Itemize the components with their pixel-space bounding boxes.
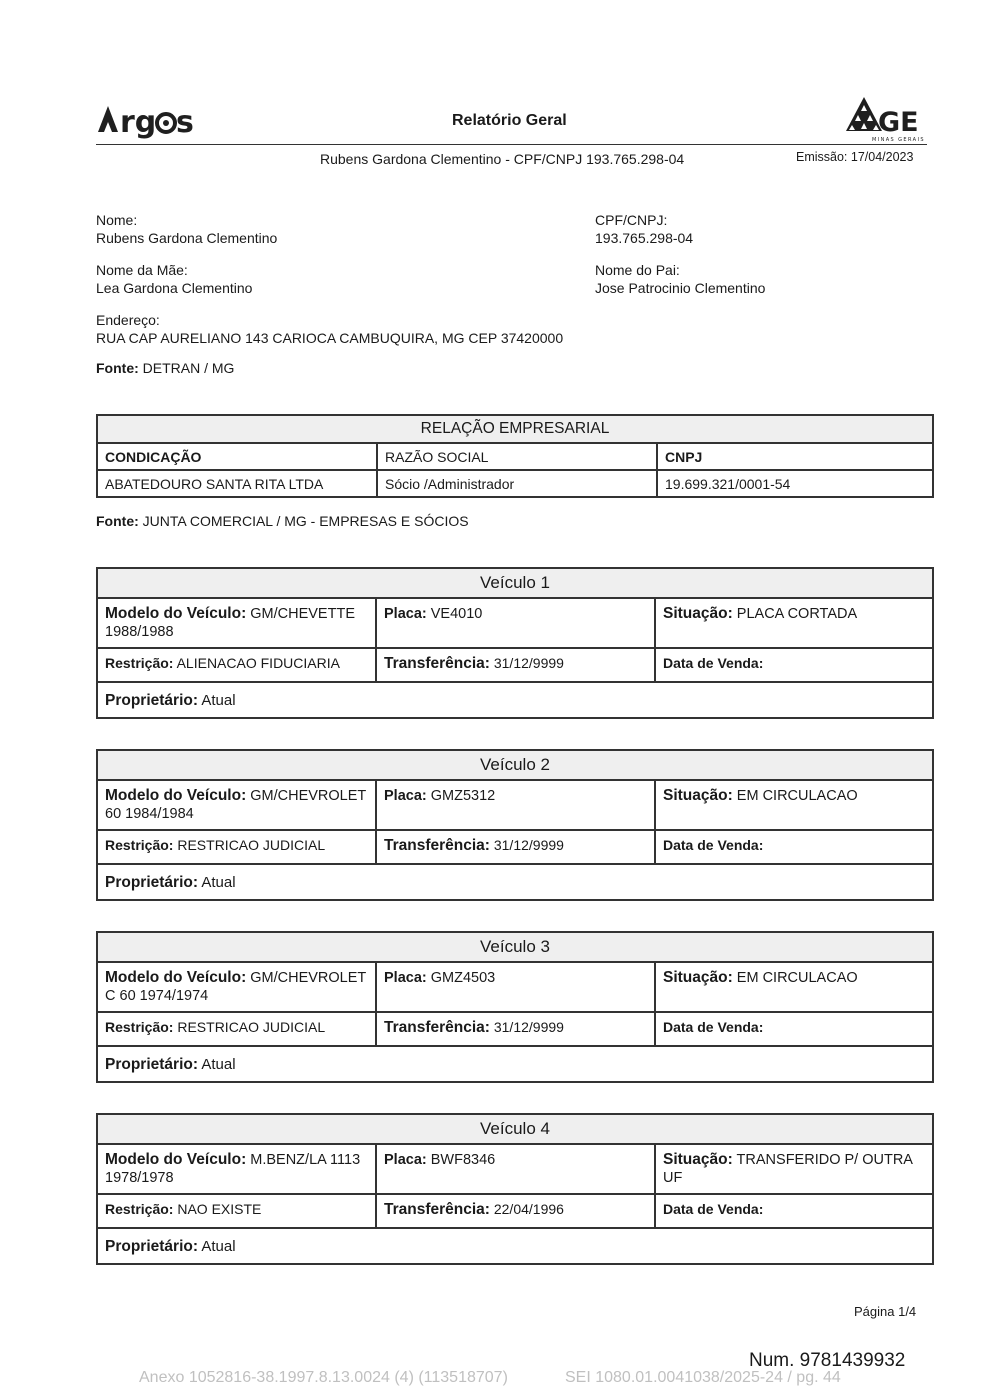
cpf-label: CPF/CNPJ:	[595, 212, 668, 228]
svg-text:GE: GE	[878, 107, 919, 138]
vehicle-sale-date: Data de Venda:	[663, 1019, 764, 1035]
father-value: Jose Patrocinio Clementino	[595, 280, 766, 296]
vehicle-status: Situação: TRANSFERIDO P/ OUTRA UF	[663, 1151, 913, 1186]
vehicle-plate: Placa: GMZ4503	[377, 963, 656, 1011]
vehicle-title: Veículo 1	[98, 569, 932, 599]
source-value: DETRAN / MG	[142, 360, 235, 376]
cpf-value: 193.765.298-04	[595, 230, 694, 246]
vehicle-restriction: Restrição: NAO EXISTE	[98, 1195, 377, 1227]
header-company-name: RAZÃO SOCIAL	[377, 443, 657, 470]
name-label: Nome:	[96, 212, 138, 228]
svg-text:s: s	[176, 105, 194, 140]
vehicle-sale-date: Data de Venda:	[663, 837, 764, 853]
report-title: Relatório Geral	[452, 112, 567, 129]
vehicle-status: Situação: PLACA CORTADA	[663, 605, 858, 622]
vehicle-restriction: Restrição: RESTRICAO JUDICIAL	[98, 1013, 377, 1045]
vehicle-card-4	[96, 1113, 934, 1265]
relation-title: RELAÇÃO EMPRESARIAL	[97, 415, 933, 443]
sei-watermark: SEI 1080.01.0041038/2025-24 / pg. 44	[565, 1369, 841, 1386]
svg-text:rg: rg	[120, 105, 157, 140]
document-number: Num. 9781439932	[749, 1350, 906, 1371]
vehicle-plate: Placa: VE4010	[377, 599, 656, 647]
business-relation-table	[96, 414, 934, 498]
cell-condition: ABATEDOURO SANTA RITA LTDA	[97, 470, 377, 497]
vehicle-card-3	[96, 931, 934, 1083]
table-row	[97, 470, 933, 497]
address-label: Endereço:	[96, 312, 160, 328]
vehicle-plate: Placa: GMZ5312	[377, 781, 656, 829]
header-condition: CONDICAÇÃO	[97, 443, 377, 470]
vehicle-owner: Proprietário: Atual	[105, 874, 236, 891]
argos-logo	[96, 100, 206, 142]
header-cnpj: CNPJ	[657, 443, 933, 470]
vehicle-transfer: Transferência: 22/04/1996	[377, 1195, 656, 1227]
vehicle-sale-date: Data de Venda:	[663, 1201, 764, 1217]
subject-line: Rubens Gardona Clementino - CPF/CNPJ 193.765.298-04	[320, 151, 685, 167]
vehicle-transfer: Transferência: 31/12/9999	[377, 649, 656, 681]
cell-cnpj: 19.699.321/0001-54	[657, 470, 933, 497]
vehicle-card-1	[96, 567, 934, 719]
vehicle-model: Modelo do Veículo: GM/CHEVROLET C 60 1974/1974	[98, 963, 377, 1011]
vehicle-model: Modelo do Veículo: GM/CHEVETTE 1988/1988	[98, 599, 377, 647]
name-value: Rubens Gardona Clementino	[96, 230, 278, 246]
vehicle-model: Modelo do Veículo: M.BENZ/LA 1113 1978/1978	[98, 1145, 377, 1193]
relation-source	[96, 512, 469, 530]
age-logo	[842, 95, 924, 143]
person-source	[96, 359, 234, 377]
vehicle-status: Situação: EM CIRCULACAO	[663, 969, 858, 986]
source-label: Fonte:	[96, 513, 139, 529]
vehicle-title: Veículo 3	[98, 933, 932, 963]
vehicle-plate: Placa: BWF8346	[377, 1145, 656, 1193]
vehicle-restriction: Restrição: ALIENACAO FIDUCIARIA	[98, 649, 377, 681]
cell-company-name: Sócio /Administrador	[377, 470, 657, 497]
emission-date: Emissão: 17/04/2023	[796, 150, 914, 164]
address-value: RUA CAP AURELIANO 143 CARIOCA CAMBUQUIRA, MG CEP 37420000	[96, 330, 564, 346]
page-number: Página 1/4	[854, 1304, 917, 1319]
mother-label: Nome da Mãe:	[96, 262, 188, 278]
mother-value: Lea Gardona Clementino	[96, 280, 253, 296]
header-divider	[96, 144, 927, 145]
vehicle-title: Veículo 2	[98, 751, 932, 781]
vehicle-owner: Proprietário: Atual	[105, 1238, 236, 1255]
vehicle-restriction: Restrição: RESTRICAO JUDICIAL	[98, 831, 377, 863]
vehicle-owner: Proprietário: Atual	[105, 692, 236, 709]
vehicle-model: Modelo do Veículo: GM/CHEVROLET 60 1984/1984	[98, 781, 377, 829]
vehicle-card-2	[96, 749, 934, 901]
annex-watermark: Anexo 1052816-38.1997.8.13.0024 (4) (113518707)	[139, 1369, 508, 1386]
source-value: JUNTA COMERCIAL / MG - EMPRESAS E SÓCIOS	[142, 513, 469, 529]
source-label: Fonte:	[96, 360, 139, 376]
vehicle-transfer: Transferência: 31/12/9999	[377, 831, 656, 863]
vehicle-title: Veículo 4	[98, 1115, 932, 1145]
vehicle-transfer: Transferência: 31/12/9999	[377, 1013, 656, 1045]
vehicle-status: Situação: EM CIRCULACAO	[663, 787, 858, 804]
vehicle-sale-date: Data de Venda:	[663, 655, 764, 671]
father-label: Nome do Pai:	[595, 262, 680, 278]
svg-text:MINAS GERAIS: MINAS GERAIS	[872, 137, 924, 143]
vehicle-owner: Proprietário: Atual	[105, 1056, 236, 1073]
